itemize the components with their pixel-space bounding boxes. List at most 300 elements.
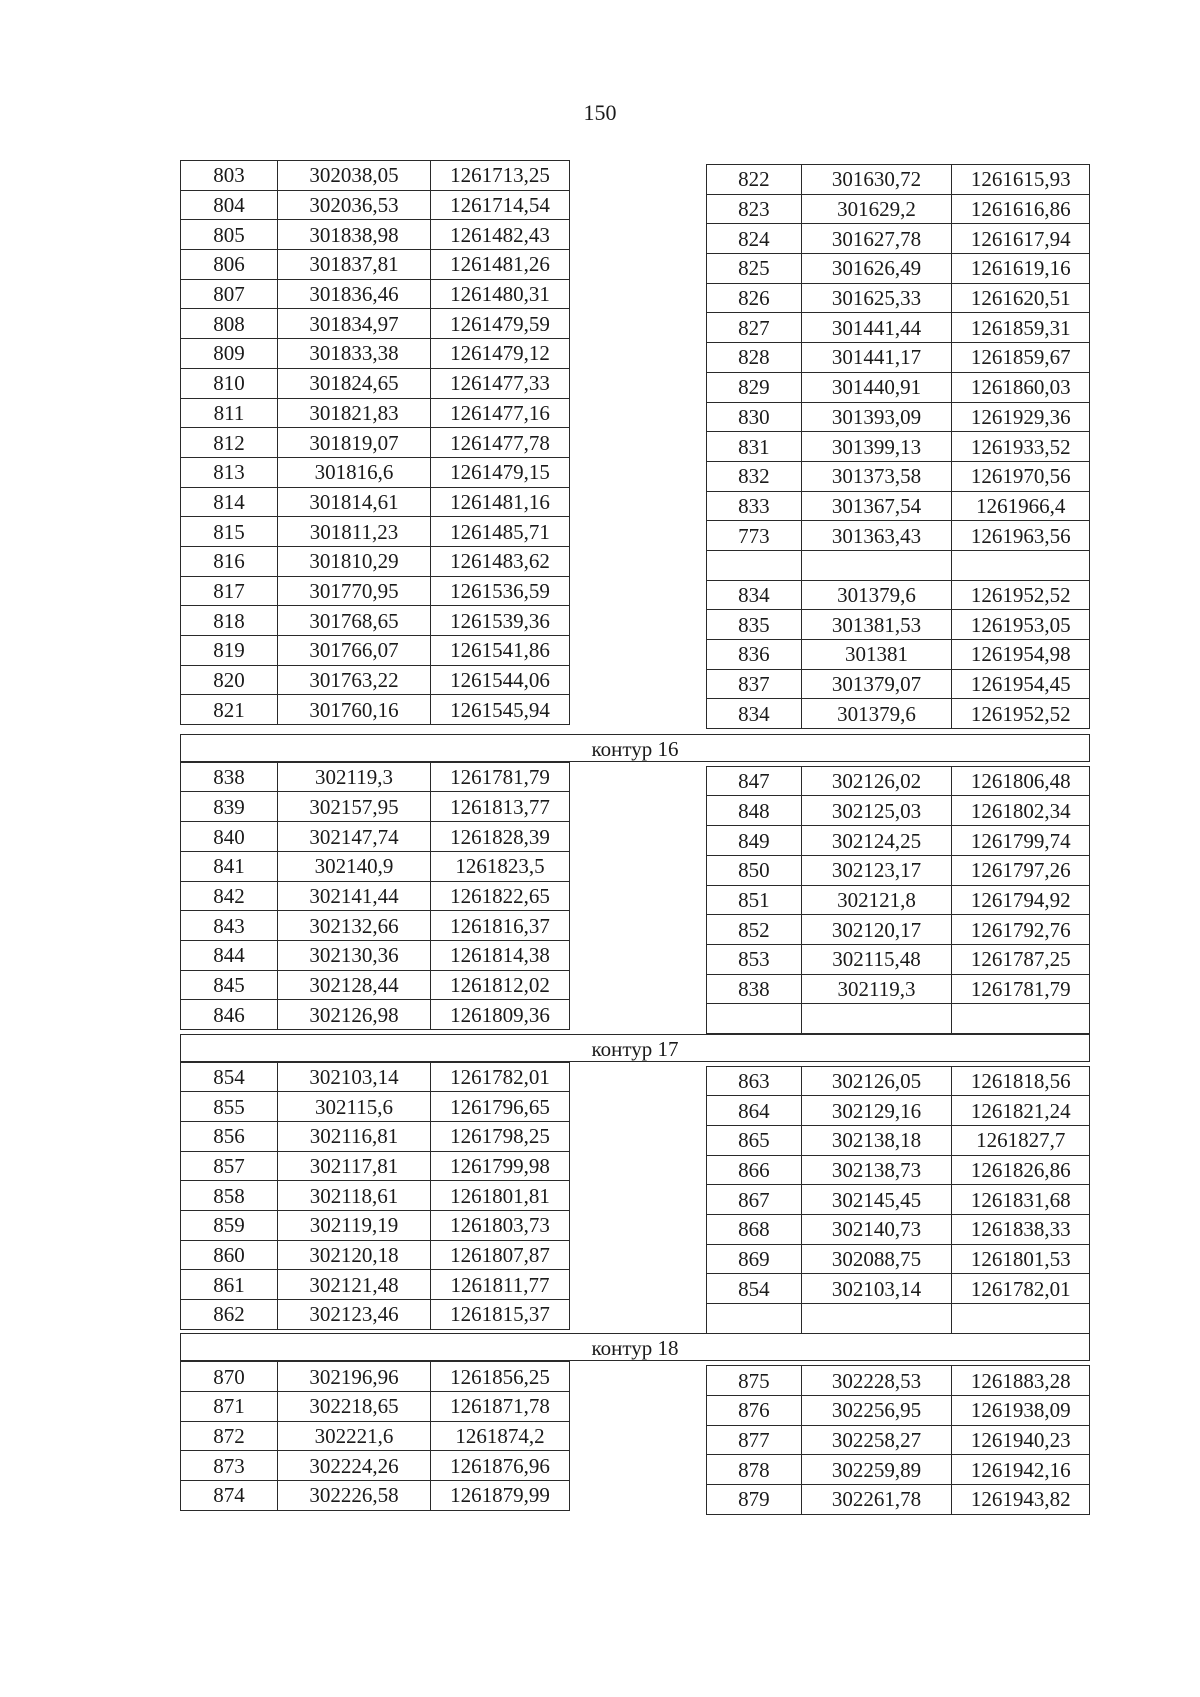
point-number-cell: 829 (707, 372, 802, 402)
table-row (181, 822, 570, 852)
table-row (707, 550, 1090, 580)
contour-section (180, 1361, 1090, 1512)
x-coordinate-cell: 302036,53 (278, 190, 431, 220)
y-coordinate-cell: 1261933,52 (952, 432, 1090, 462)
y-coordinate-cell: 1261782,01 (431, 1062, 570, 1092)
point-number-cell: 879 (707, 1485, 802, 1515)
x-coordinate-cell: 301821,83 (278, 398, 431, 428)
table-row (707, 313, 1090, 343)
y-coordinate-cell: 1261970,56 (952, 461, 1090, 491)
point-number-cell: 875 (707, 1366, 802, 1396)
y-coordinate-cell: 1261479,12 (431, 339, 570, 369)
table-row (181, 636, 570, 666)
x-coordinate-cell: 301763,22 (278, 665, 431, 695)
y-coordinate-cell: 1261859,67 (952, 343, 1090, 373)
y-coordinate-cell: 1261477,33 (431, 368, 570, 398)
x-coordinate-cell: 302103,14 (801, 1274, 952, 1304)
x-coordinate-cell: 301399,13 (801, 432, 952, 462)
x-coordinate-cell: 301379,6 (801, 699, 952, 729)
x-coordinate-cell: 301838,98 (278, 220, 431, 250)
table-row (181, 1181, 570, 1211)
point-number-cell: 871 (181, 1392, 278, 1422)
x-coordinate-cell (801, 1004, 952, 1034)
point-number-cell: 809 (181, 339, 278, 369)
left-coordinate-table (180, 762, 570, 1030)
y-coordinate-cell: 1261781,79 (431, 762, 570, 792)
point-number-cell: 838 (181, 762, 278, 792)
x-coordinate-cell: 301440,91 (801, 372, 952, 402)
y-coordinate-cell: 1261943,82 (952, 1485, 1090, 1515)
left-coordinate-table (180, 1062, 570, 1330)
point-number-cell: 814 (181, 487, 278, 517)
y-coordinate-cell (952, 550, 1090, 580)
x-coordinate-cell: 301629,2 (801, 194, 952, 224)
y-coordinate-cell: 1261481,26 (431, 250, 570, 280)
y-coordinate-cell: 1261479,15 (431, 457, 570, 487)
table-row (181, 665, 570, 695)
y-coordinate-cell: 1261802,34 (952, 796, 1090, 826)
point-number-cell: 845 (181, 970, 278, 1000)
table-row (707, 521, 1090, 551)
y-coordinate-cell: 1261616,86 (952, 194, 1090, 224)
y-coordinate-cell: 1261809,36 (431, 1000, 570, 1030)
x-coordinate-cell: 302259,89 (801, 1455, 952, 1485)
x-coordinate-cell: 302088,75 (801, 1244, 952, 1274)
table-row (181, 1000, 570, 1030)
x-coordinate-cell: 302116,81 (278, 1121, 431, 1151)
y-coordinate-cell: 1261952,52 (952, 580, 1090, 610)
point-number-cell: 857 (181, 1151, 278, 1181)
x-coordinate-cell: 302138,73 (801, 1155, 952, 1185)
y-coordinate-cell: 1261871,78 (431, 1392, 570, 1422)
right-coordinate-table (706, 766, 1090, 1034)
point-number-cell: 823 (707, 194, 802, 224)
table-row (181, 1481, 570, 1511)
table-row (707, 796, 1090, 826)
x-coordinate-cell: 302196,96 (278, 1362, 431, 1392)
y-coordinate-cell: 1261859,31 (952, 313, 1090, 343)
y-coordinate-cell: 1261483,62 (431, 546, 570, 576)
y-coordinate-cell: 1261827,7 (952, 1125, 1090, 1155)
y-coordinate-cell (952, 1304, 1090, 1334)
table-row (181, 1062, 570, 1092)
table-row (181, 339, 570, 369)
point-number-cell: 872 (181, 1421, 278, 1451)
y-coordinate-cell: 1261796,65 (431, 1092, 570, 1122)
point-number-cell: 824 (707, 224, 802, 254)
y-coordinate-cell: 1261879,99 (431, 1481, 570, 1511)
table-row (707, 826, 1090, 856)
table-row (707, 944, 1090, 974)
y-coordinate-cell: 1261620,51 (952, 283, 1090, 313)
point-number-cell: 865 (707, 1125, 802, 1155)
table-row (181, 940, 570, 970)
table-row (707, 1425, 1090, 1455)
point-number-cell: 851 (707, 885, 802, 915)
contour-title: контур 17 (591, 1036, 679, 1061)
y-coordinate-cell: 1261794,92 (952, 885, 1090, 915)
point-number-cell: 852 (707, 915, 802, 945)
x-coordinate-cell: 301393,09 (801, 402, 952, 432)
point-number-cell: 773 (707, 521, 802, 551)
y-coordinate-cell: 1261954,98 (952, 640, 1090, 670)
point-number-cell: 837 (707, 669, 802, 699)
point-number-cell: 873 (181, 1451, 278, 1481)
y-coordinate-cell: 1261814,38 (431, 940, 570, 970)
point-number-cell: 855 (181, 1092, 278, 1122)
x-coordinate-cell: 301441,17 (801, 343, 952, 373)
y-coordinate-cell: 1261801,53 (952, 1244, 1090, 1274)
y-coordinate-cell: 1261815,37 (431, 1300, 570, 1330)
x-coordinate-cell: 301810,29 (278, 546, 431, 576)
x-coordinate-cell: 302120,17 (801, 915, 952, 945)
y-coordinate-cell: 1261823,5 (431, 851, 570, 881)
point-number-cell: 838 (707, 974, 802, 1004)
x-coordinate-cell: 302130,36 (278, 940, 431, 970)
y-coordinate-cell: 1261803,73 (431, 1211, 570, 1241)
x-coordinate-cell: 302126,02 (801, 766, 952, 796)
point-number-cell: 836 (707, 640, 802, 670)
contour-section (180, 1062, 1090, 1334)
point-number-cell: 854 (181, 1062, 278, 1092)
table-row (181, 398, 570, 428)
table-row (181, 970, 570, 1000)
table-row (181, 576, 570, 606)
point-number-cell: 853 (707, 944, 802, 974)
point-number-cell: 862 (181, 1300, 278, 1330)
x-coordinate-cell: 302129,16 (801, 1096, 952, 1126)
y-coordinate-cell: 1261952,52 (952, 699, 1090, 729)
point-number-cell: 848 (707, 796, 802, 826)
y-coordinate-cell: 1261477,16 (431, 398, 570, 428)
point-number-cell: 878 (707, 1455, 802, 1485)
y-coordinate-cell: 1261860,03 (952, 372, 1090, 402)
table-row (181, 1300, 570, 1330)
point-number-cell: 812 (181, 428, 278, 458)
x-coordinate-cell: 302147,74 (278, 822, 431, 852)
point-number-cell: 867 (707, 1185, 802, 1215)
x-coordinate-cell: 301811,23 (278, 517, 431, 547)
point-number-cell (707, 1004, 802, 1034)
point-number-cell: 832 (707, 461, 802, 491)
y-coordinate-cell: 1261929,36 (952, 402, 1090, 432)
x-coordinate-cell: 301834,97 (278, 309, 431, 339)
y-coordinate-cell: 1261481,16 (431, 487, 570, 517)
point-number-cell: 818 (181, 606, 278, 636)
table-row (181, 1240, 570, 1270)
y-coordinate-cell: 1261966,4 (952, 491, 1090, 521)
x-coordinate-cell: 302125,03 (801, 796, 952, 826)
x-coordinate-cell: 302115,48 (801, 944, 952, 974)
table-row (181, 881, 570, 911)
table-row (181, 762, 570, 792)
x-coordinate-cell (801, 1304, 952, 1334)
x-coordinate-cell: 301630,72 (801, 165, 952, 195)
y-coordinate-cell: 1261536,59 (431, 576, 570, 606)
point-number-cell: 805 (181, 220, 278, 250)
table-row (181, 792, 570, 822)
x-coordinate-cell: 302140,73 (801, 1215, 952, 1245)
point-number-cell: 847 (707, 766, 802, 796)
y-coordinate-cell: 1261799,74 (952, 826, 1090, 856)
table-row (707, 974, 1090, 1004)
x-coordinate-cell: 301373,58 (801, 461, 952, 491)
table-row (707, 461, 1090, 491)
point-number-cell: 839 (181, 792, 278, 822)
table-row (707, 580, 1090, 610)
point-number-cell: 820 (181, 665, 278, 695)
x-coordinate-cell: 302126,98 (278, 1000, 431, 1030)
y-coordinate-cell: 1261883,28 (952, 1366, 1090, 1396)
table-row (707, 1004, 1090, 1034)
x-coordinate-cell: 301367,54 (801, 491, 952, 521)
contour-title: контур 16 (591, 736, 679, 761)
table-row (181, 279, 570, 309)
x-coordinate-cell: 302145,45 (801, 1185, 952, 1215)
point-number-cell: 806 (181, 250, 278, 280)
table-row (707, 402, 1090, 432)
y-coordinate-cell: 1261831,68 (952, 1185, 1090, 1215)
point-number-cell: 831 (707, 432, 802, 462)
y-coordinate-cell: 1261617,94 (952, 224, 1090, 254)
x-coordinate-cell: 301627,78 (801, 224, 952, 254)
table-row (707, 885, 1090, 915)
x-coordinate-cell: 301824,65 (278, 368, 431, 398)
table-row (707, 1485, 1090, 1515)
table-row (181, 190, 570, 220)
x-coordinate-cell: 301768,65 (278, 606, 431, 636)
point-number-cell: 833 (707, 491, 802, 521)
y-coordinate-cell: 1261544,06 (431, 665, 570, 695)
y-coordinate-cell: 1261713,25 (431, 161, 570, 191)
x-coordinate-cell: 302103,14 (278, 1062, 431, 1092)
y-coordinate-cell: 1261801,81 (431, 1181, 570, 1211)
x-coordinate-cell: 301760,16 (278, 695, 431, 725)
point-number-cell: 834 (707, 580, 802, 610)
table-row (181, 546, 570, 576)
contour-heading (180, 1034, 1090, 1062)
point-number-cell: 842 (181, 881, 278, 911)
left-coordinate-table (180, 160, 570, 725)
table-row (181, 1362, 570, 1392)
y-coordinate-cell: 1261480,31 (431, 279, 570, 309)
y-coordinate-cell: 1261822,65 (431, 881, 570, 911)
point-number-cell: 828 (707, 343, 802, 373)
point-number-cell: 876 (707, 1396, 802, 1426)
x-coordinate-cell: 301814,61 (278, 487, 431, 517)
x-coordinate-cell: 302157,95 (278, 792, 431, 822)
y-coordinate-cell: 1261812,02 (431, 970, 570, 1000)
point-number-cell: 803 (181, 161, 278, 191)
point-number-cell: 863 (707, 1066, 802, 1096)
table-row (181, 220, 570, 250)
x-coordinate-cell: 302256,95 (801, 1396, 952, 1426)
y-coordinate-cell: 1261963,56 (952, 521, 1090, 551)
x-coordinate-cell: 302140,9 (278, 851, 431, 881)
point-number-cell: 840 (181, 822, 278, 852)
table-row (707, 1396, 1090, 1426)
y-coordinate-cell: 1261787,25 (952, 944, 1090, 974)
point-number-cell: 816 (181, 546, 278, 576)
y-coordinate-cell: 1261619,16 (952, 254, 1090, 284)
y-coordinate-cell: 1261792,76 (952, 915, 1090, 945)
x-coordinate-cell: 301626,49 (801, 254, 952, 284)
table-row (707, 1366, 1090, 1396)
table-row (181, 1451, 570, 1481)
x-coordinate-cell: 301770,95 (278, 576, 431, 606)
table-row (181, 695, 570, 725)
y-coordinate-cell: 1261781,79 (952, 974, 1090, 1004)
table-row (181, 457, 570, 487)
x-coordinate-cell: 302126,05 (801, 1066, 952, 1096)
table-row (181, 851, 570, 881)
contour-section (180, 160, 1090, 734)
x-coordinate-cell: 301837,81 (278, 250, 431, 280)
table-row (707, 1096, 1090, 1126)
x-coordinate-cell: 302218,65 (278, 1392, 431, 1422)
y-coordinate-cell: 1261953,05 (952, 610, 1090, 640)
y-coordinate-cell: 1261545,94 (431, 695, 570, 725)
x-coordinate-cell: 301625,33 (801, 283, 952, 313)
point-number-cell: 856 (181, 1121, 278, 1151)
x-coordinate-cell (801, 550, 952, 580)
table-row (181, 1392, 570, 1422)
point-number-cell: 877 (707, 1425, 802, 1455)
table-row (707, 1274, 1090, 1304)
x-coordinate-cell: 302132,66 (278, 911, 431, 941)
x-coordinate-cell: 301381,53 (801, 610, 952, 640)
point-number-cell: 859 (181, 1211, 278, 1241)
x-coordinate-cell: 302124,25 (801, 826, 952, 856)
point-number-cell: 834 (707, 699, 802, 729)
table-row (707, 1455, 1090, 1485)
x-coordinate-cell: 302119,3 (801, 974, 952, 1004)
contour-heading (180, 1333, 1090, 1361)
point-number-cell: 807 (181, 279, 278, 309)
x-coordinate-cell: 302128,44 (278, 970, 431, 1000)
x-coordinate-cell: 302038,05 (278, 161, 431, 191)
y-coordinate-cell (952, 1004, 1090, 1034)
y-coordinate-cell: 1261813,77 (431, 792, 570, 822)
y-coordinate-cell: 1261615,93 (952, 165, 1090, 195)
table-row (707, 1215, 1090, 1245)
point-number-cell: 835 (707, 610, 802, 640)
y-coordinate-cell: 1261816,37 (431, 911, 570, 941)
point-number-cell: 870 (181, 1362, 278, 1392)
y-coordinate-cell: 1261806,48 (952, 766, 1090, 796)
table-row (707, 1155, 1090, 1185)
x-coordinate-cell: 301819,07 (278, 428, 431, 458)
table-row (707, 669, 1090, 699)
point-number-cell: 808 (181, 309, 278, 339)
table-row (707, 432, 1090, 462)
y-coordinate-cell: 1261807,87 (431, 1240, 570, 1270)
point-number-cell: 874 (181, 1481, 278, 1511)
table-row (707, 1244, 1090, 1274)
y-coordinate-cell: 1261714,54 (431, 190, 570, 220)
table-row (707, 491, 1090, 521)
left-coordinate-table (180, 1361, 570, 1510)
point-number-cell: 849 (707, 826, 802, 856)
y-coordinate-cell: 1261797,26 (952, 855, 1090, 885)
table-row (181, 1270, 570, 1300)
y-coordinate-cell: 1261798,25 (431, 1121, 570, 1151)
x-coordinate-cell: 302118,61 (278, 1181, 431, 1211)
point-number-cell: 810 (181, 368, 278, 398)
y-coordinate-cell: 1261828,39 (431, 822, 570, 852)
x-coordinate-cell: 301379,07 (801, 669, 952, 699)
x-coordinate-cell: 301441,44 (801, 313, 952, 343)
x-coordinate-cell: 302121,48 (278, 1270, 431, 1300)
x-coordinate-cell: 302228,53 (801, 1366, 952, 1396)
right-coordinate-table (706, 1066, 1090, 1334)
y-coordinate-cell: 1261826,86 (952, 1155, 1090, 1185)
table-row (181, 911, 570, 941)
y-coordinate-cell: 1261477,78 (431, 428, 570, 458)
point-number-cell: 819 (181, 636, 278, 666)
y-coordinate-cell: 1261874,2 (431, 1421, 570, 1451)
point-number-cell: 830 (707, 402, 802, 432)
y-coordinate-cell: 1261856,25 (431, 1362, 570, 1392)
table-row (181, 1211, 570, 1241)
x-coordinate-cell: 301766,07 (278, 636, 431, 666)
x-coordinate-cell: 302121,8 (801, 885, 952, 915)
table-row (707, 766, 1090, 796)
contour-title: контур 18 (591, 1336, 679, 1361)
point-number-cell: 827 (707, 313, 802, 343)
point-number-cell: 861 (181, 1270, 278, 1300)
table-row (707, 224, 1090, 254)
table-row (707, 165, 1090, 195)
point-number-cell: 841 (181, 851, 278, 881)
y-coordinate-cell: 1261954,45 (952, 669, 1090, 699)
point-number-cell: 869 (707, 1244, 802, 1274)
point-number-cell: 866 (707, 1155, 802, 1185)
table-row (707, 254, 1090, 284)
y-coordinate-cell: 1261541,86 (431, 636, 570, 666)
point-number-cell (707, 1304, 802, 1334)
point-number-cell: 811 (181, 398, 278, 428)
x-coordinate-cell: 302119,19 (278, 1211, 431, 1241)
y-coordinate-cell: 1261942,16 (952, 1455, 1090, 1485)
table-row (707, 1304, 1090, 1334)
page-number: 150 (583, 100, 617, 125)
x-coordinate-cell: 301833,38 (278, 339, 431, 369)
y-coordinate-cell: 1261482,43 (431, 220, 570, 250)
table-row (181, 1121, 570, 1151)
point-number-cell: 864 (707, 1096, 802, 1126)
table-row (707, 699, 1090, 729)
x-coordinate-cell: 302138,18 (801, 1125, 952, 1155)
table-row (707, 610, 1090, 640)
table-row (181, 250, 570, 280)
table-row (181, 161, 570, 191)
table-row (181, 428, 570, 458)
y-coordinate-cell: 1261876,96 (431, 1451, 570, 1481)
y-coordinate-cell: 1261811,77 (431, 1270, 570, 1300)
table-row (707, 1125, 1090, 1155)
y-coordinate-cell: 1261821,24 (952, 1096, 1090, 1126)
y-coordinate-cell: 1261799,98 (431, 1151, 570, 1181)
coordinates-document (180, 160, 1090, 1512)
point-number-cell: 843 (181, 911, 278, 941)
table-row (707, 1066, 1090, 1096)
point-number-cell: 844 (181, 940, 278, 970)
point-number-cell: 815 (181, 517, 278, 547)
x-coordinate-cell: 301363,43 (801, 521, 952, 551)
right-coordinate-table (706, 164, 1090, 729)
point-number-cell: 825 (707, 254, 802, 284)
